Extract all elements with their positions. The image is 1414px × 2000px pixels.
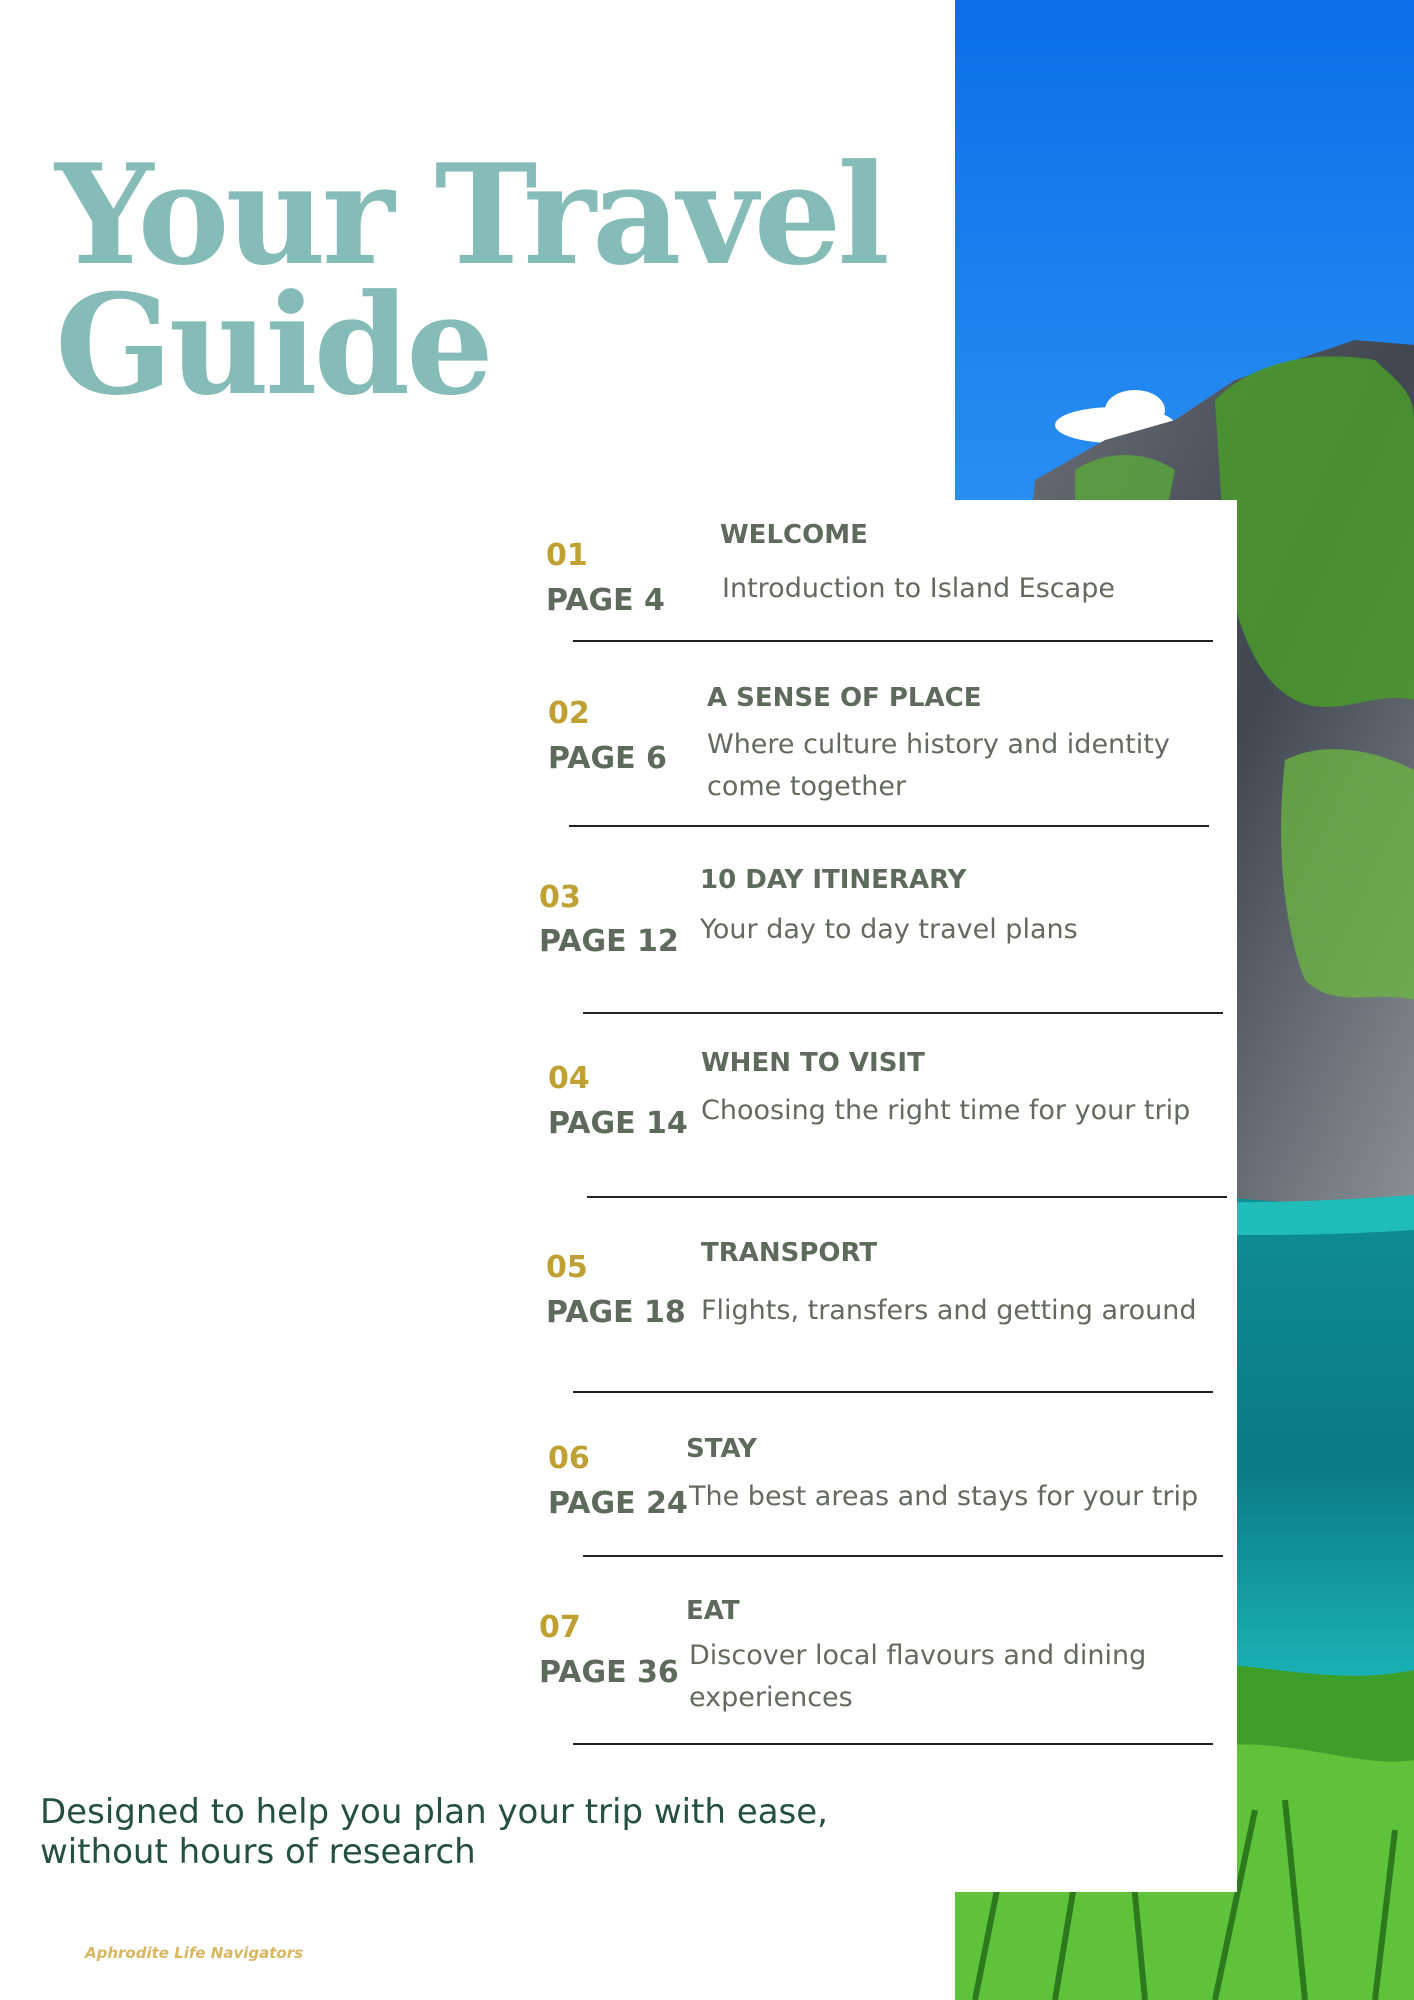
toc-heading: A SENSE OF PLACE xyxy=(707,683,982,713)
toc-number: 06 xyxy=(548,1441,590,1476)
toc-page: PAGE 6 xyxy=(548,741,667,776)
toc-divider xyxy=(583,1012,1223,1014)
toc-heading: WHEN TO VISIT xyxy=(701,1048,925,1078)
toc-description: Introduction to Island Escape xyxy=(722,573,1115,604)
toc-number: 04 xyxy=(548,1061,590,1096)
toc-number: 01 xyxy=(546,538,588,573)
toc-heading: TRANSPORT xyxy=(701,1238,878,1268)
toc-heading: WELCOME xyxy=(720,520,868,550)
toc-divider xyxy=(583,1555,1223,1557)
toc-description: Your day to day travel plans xyxy=(700,914,1078,945)
page-title xyxy=(55,133,886,426)
toc-divider xyxy=(573,640,1213,642)
toc-number: 03 xyxy=(539,880,581,915)
toc-description: Discover local flavours and dining experiences xyxy=(689,1640,1147,1713)
toc-divider xyxy=(569,825,1209,827)
title-line-1: Your Travel xyxy=(55,133,886,296)
toc-page: PAGE 4 xyxy=(546,583,665,618)
brand-name: Aphrodite Life Navigators xyxy=(85,1944,304,1962)
toc-heading: 10 DAY ITINERARY xyxy=(700,865,967,895)
toc-page: PAGE 18 xyxy=(546,1295,686,1330)
toc-heading: STAY xyxy=(686,1434,757,1464)
tagline-line-1: Designed to help you plan your trip with ease, xyxy=(40,1792,828,1832)
tagline xyxy=(40,1792,828,1872)
toc-divider xyxy=(573,1743,1213,1745)
toc-description: The best areas and stays for your trip xyxy=(689,1481,1199,1512)
toc-page: PAGE 14 xyxy=(548,1106,688,1141)
toc-description: Choosing the right time for your trip xyxy=(701,1095,1191,1126)
toc-heading: EAT xyxy=(686,1596,740,1626)
toc-divider xyxy=(587,1196,1227,1198)
toc-page: PAGE 36 xyxy=(539,1655,679,1690)
toc-number: 07 xyxy=(539,1610,581,1645)
toc-description: Flights, transfers and getting around xyxy=(701,1295,1197,1326)
toc-divider xyxy=(573,1391,1213,1393)
toc-description: Where culture history and identity come together xyxy=(707,729,1170,802)
toc-page: PAGE 24 xyxy=(548,1486,688,1521)
toc-number: 02 xyxy=(548,696,590,731)
title-line-2: Guide xyxy=(55,263,490,426)
tagline-line-2: without hours of research xyxy=(40,1832,476,1872)
toc-number: 05 xyxy=(546,1250,588,1285)
toc-page: PAGE 12 xyxy=(539,924,679,959)
